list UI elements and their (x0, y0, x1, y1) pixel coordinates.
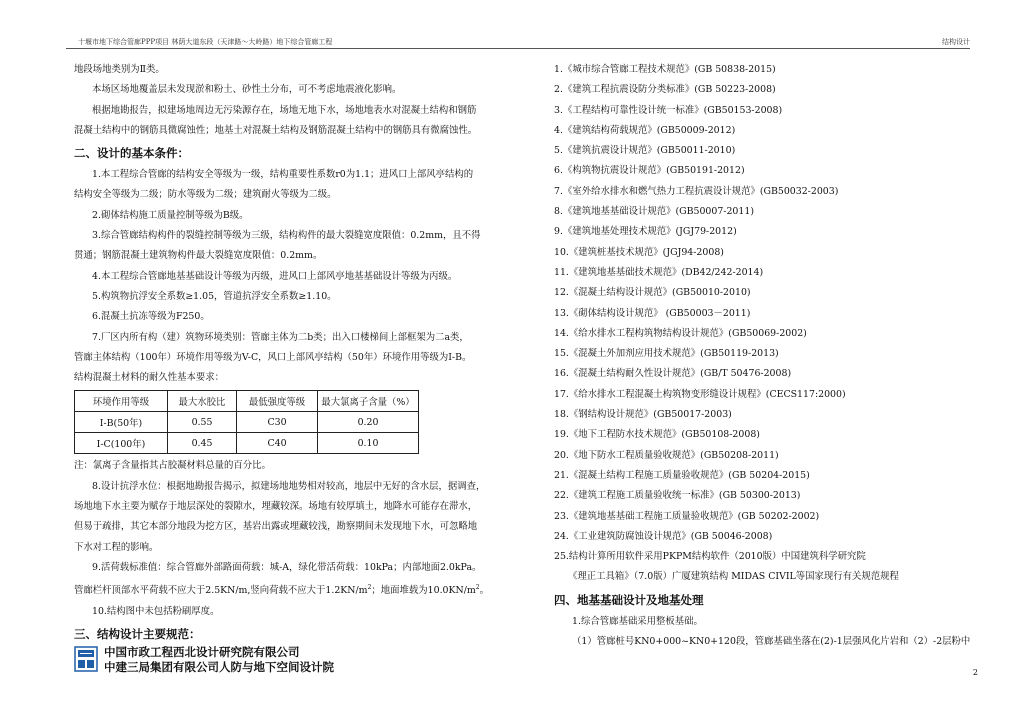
reference-item: 19.《地下工程防水技术规范》(GB50108-2008) (554, 429, 760, 441)
paragraph: 贯通；钢筋混凝土建筑物构件最大裂缝宽度限值：0.2mm。 (74, 250, 323, 262)
paragraph: 3.综合管廊结构构件的裂缝控制等级为三级，结构构件的最大裂缝宽度限值：0.2mm，且不得 (92, 230, 481, 242)
reference-item: 16.《混凝土结构耐久性设计规范》(GB/T 50476-2008) (554, 368, 792, 380)
left-column (74, 60, 520, 646)
table-cell: I-B(50年) (75, 412, 168, 433)
page-number: 2 (972, 668, 978, 677)
paragraph: 混凝土结构中的钢筋具微腐蚀性；地基土对混凝土结构及钢筋混凝土结构中的钢筋具有微腐蚀性。 (74, 124, 478, 136)
paragraph: 下水对工程的影响。 (74, 541, 159, 553)
reference-item: 15.《混凝土外加剂应用技术规范》(GB50119-2013) (554, 348, 779, 360)
paragraph: 10.结构图中未包括粉刷厚度。 (92, 605, 220, 617)
reference-item: 8.《建筑地基基础设计规范》(GB50007-2011) (554, 206, 754, 218)
table-cell: 0.20 (318, 412, 419, 433)
paragraph: 本场区场地覆盖层未发现淤和粉土、砂性土分布，可不考虑地震液化影响。 (92, 84, 402, 96)
paragraph: 1.综合管廊基础采用整板基础。 (572, 615, 703, 627)
section-heading-2: 二、设计的基本条件： (74, 146, 189, 161)
reference-item: 12.《混凝土结构设计规范》(GB50010-2010) (554, 287, 751, 299)
reference-list (554, 60, 984, 588)
right-column (554, 60, 984, 652)
paragraph: 根据地勘报告，拟建场地周边无污染源存在，场地无地下水，场地地表水对混凝土结构和钢筋 (92, 104, 477, 116)
text-run: ；地面堆载为10.0KN/m (371, 585, 476, 597)
reference-item: 17.《给水排水工程混凝土构筑物变形缝设计规程》(CECS117:2000) (554, 388, 846, 400)
reference-item: 2.《建筑工程抗震设防分类标准》(GB 50223-2008) (554, 84, 776, 96)
reference-item: 13.《砌体结构设计规范》 (GB50003－2011) (554, 307, 751, 319)
reference-item: 7.《室外给水排水和燃气热力工程抗震设计规范》(GB50032-2003) (554, 185, 839, 197)
table-header-cell: 最大水胶比 (168, 391, 237, 412)
paragraph: 结构安全等级为二级；防水等级为二级；建筑耐火等级为二级。 (74, 189, 337, 201)
table-cell: 0.45 (168, 433, 237, 454)
paragraph (74, 578, 520, 601)
page-header (66, 36, 970, 49)
reference-item: 11.《建筑地基基础技术规范》(DB42/242-2014) (554, 266, 764, 278)
paragraph: 4.本工程综合管廊地基基础设计等级为丙级，进风口上部风亭地基基础设计等级为丙级。 (92, 270, 458, 282)
reference-item: 21.《混凝土结构工程施工质量验收规范》(GB 50204-2015) (554, 469, 810, 481)
section-heading-4: 四、地基基础设计及地基处理 (554, 592, 704, 607)
table-cell: C30 (237, 412, 318, 433)
paragraph: 结构混凝土材料的耐久性基本要求： (74, 372, 225, 384)
paragraph: 9.活荷载标准值：综合管廊外部路面荷载：城-A，绿化带活荷载：10kPa；内部地面2.0kPa。 (92, 561, 482, 573)
paragraph: 地段场地类别为Ⅱ类。 (74, 64, 165, 75)
reference-item: 4.《建筑结构荷载规范》(GB50009-2012) (554, 124, 736, 136)
page-footer (74, 644, 514, 674)
reference-item: 1.《城市综合管廊工程技术规范》(GB 50838-2015) (554, 64, 776, 75)
paragraph: 6.混凝土抗冻等级为F250。 (92, 311, 210, 323)
text-run: 。 (479, 585, 489, 597)
paragraph: 1.本工程综合管廊的结构安全等级为一级，结构重要性系数r0为1.1；进风口上部风亭结构的 (92, 169, 474, 181)
reference-item: 25.结构计算所用软件采用PKPM结构软件（2010版）中国建筑科学研究院 (554, 551, 866, 563)
company-logo-icon (74, 646, 98, 672)
durability-table (74, 390, 419, 454)
company-name-secondary: 中建三局集团有限公司人防与地下空间设计院 (104, 660, 334, 674)
reference-item: 23.《建筑地基基础工程施工质量验收规范》(GB 50202-2002) (554, 510, 820, 522)
header-section-label: 结构设计 (942, 38, 970, 46)
reference-item: 10.《建筑桩基技术规范》(JGJ94-2008) (554, 246, 724, 258)
table-note: 注：氯离子含量指其占胶凝材料总量的百分比。 (74, 460, 271, 472)
reference-item: 3.《工程结构可靠性设计统一标准》(GB50153-2008) (554, 104, 783, 116)
text-run: 管廊栏杆顶部水平荷载不应大于2.5KN/m,竖向荷载不应大于1.2KN/m (74, 585, 368, 597)
table-header-cell: 最大氯离子含量（%） (318, 391, 419, 412)
paragraph: 5.构筑物抗浮安全系数≥1.05，管道抗浮安全系数≥1.10。 (92, 290, 337, 302)
table-cell: C40 (237, 433, 318, 454)
paragraph: （1）管廊桩号KN0+000~KN0+120段，管廊基础坐落在(2)-1层强风化片岩和（2）-2层粉中 (572, 636, 971, 648)
header-project-title: 十堰市地下综合管廊PPP项目 林荫大道东段（天津路～大岭路）地下综合管廊工程 (78, 38, 333, 46)
paragraph: 场地地下水主要为赋存于地层深处的裂隙水，埋藏较深。场地有较厚填土，地降水可能存在滞水， (74, 501, 478, 513)
section-heading-3: 三、结构设计主要规范： (74, 626, 201, 641)
table-row (75, 433, 419, 454)
table-cell: I-C(100年) (75, 433, 168, 454)
paragraph: 但易于疏排，其它本部分地段为挖方区，基岩出露或埋藏较浅，勘察期间未发现地下水，可忽略地 (74, 521, 478, 533)
table-header-row (75, 391, 419, 412)
reference-item: 9.《建筑地基处理技术规范》(JGJ79-2012) (554, 226, 737, 238)
reference-item: 6.《构筑物抗震设计规范》(GB50191-2012) (554, 165, 745, 177)
table-cell: 0.55 (168, 412, 237, 433)
paragraph: 管廊主体结构（100年）环境作用等级为V-C，风口上部风亭结构（50年）环境作用等级为I-B。 (74, 351, 472, 363)
reference-item: 20.《地下防水工程质量验收规范》(GB50208-2011) (554, 449, 779, 461)
reference-item: 5.《建筑抗震设计规范》(GB50011-2010) (554, 145, 736, 157)
paragraph: 2.砌体结构施工质量控制等级为B级。 (92, 209, 249, 221)
table-header-cell: 最低强度等级 (237, 391, 318, 412)
table-header-cell: 环境作用等级 (75, 391, 168, 412)
paragraph: 8.设计抗浮水位：根据地勘报告揭示，拟建场地地势相对较高，地层中无好的含水层，据调查， (92, 480, 486, 492)
superscript: 2 (475, 584, 480, 592)
reference-item: 《理正工具箱》（7.0版）广厦建筑结构 MIDAS CIVIL等国家现行有关规范规程 (568, 571, 899, 583)
company-name-primary: 中国市政工程西北设计研究院有限公司 (104, 645, 300, 659)
table-cell: 0.10 (318, 433, 419, 454)
superscript: 2 (367, 584, 372, 592)
reference-item: 14.《给水排水工程构筑物结构设计规范》(GB50069-2002) (554, 327, 807, 339)
reference-item: 22.《建筑工程施工质量验收统一标准》(GB 50300-2013) (554, 490, 801, 502)
table-row (75, 412, 419, 433)
reference-item: 18.《钢结构设计规范》(GB50017-2003) (554, 409, 732, 421)
reference-item: 24.《工业建筑防腐蚀设计规范》(GB 50046-2008) (554, 530, 773, 542)
paragraph: 7.厂区内所有构（建）筑物环境类别：管廊主体为二b类；出入口楼梯间上部框架为二a类， (92, 331, 469, 343)
